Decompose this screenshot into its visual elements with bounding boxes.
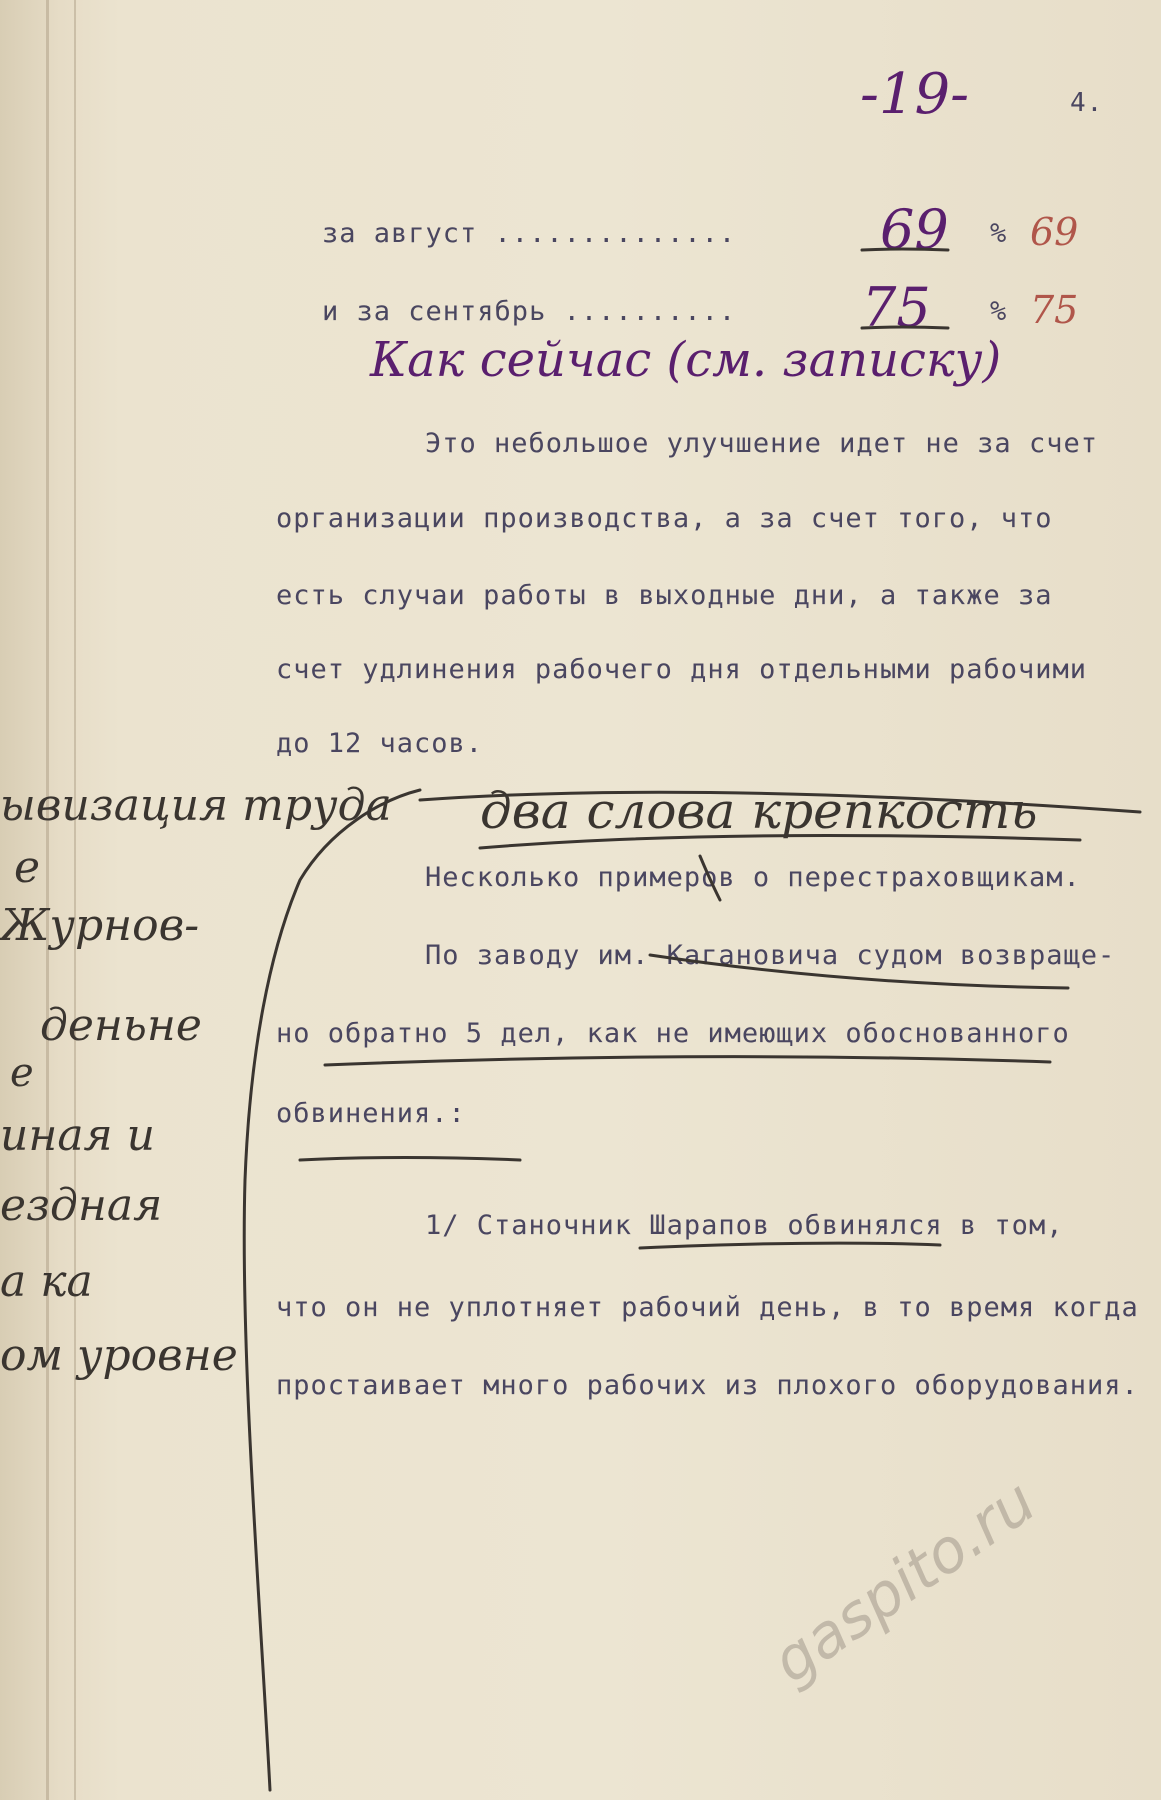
purple-handwritten-note: Как сейчас (см. записку): [370, 332, 1002, 388]
stat-label-august: за август ..............: [322, 218, 737, 249]
stat-unit-august: %: [990, 218, 1008, 249]
handwritten-page-number: -19-: [860, 62, 970, 127]
body-line: По заводу им. Кагановича судом возвраще-: [425, 940, 1116, 971]
stat-value-september: 75: [862, 276, 931, 339]
body-line: до 12 часов.: [276, 728, 484, 759]
stat-unit-september: %: [990, 296, 1008, 327]
pencil-inline-note: ывизация труда: [0, 780, 392, 831]
watermark: gaspito.ru: [760, 1466, 1049, 1698]
body-line: Это небольшое улучшение идет не за счет: [425, 428, 1098, 459]
margin-note: а ка: [0, 1256, 93, 1307]
body-line: обвинения.:: [276, 1098, 466, 1129]
stat-note-september: 75: [1030, 288, 1079, 332]
body-line: что он не уплотняет рабочий день, в то время когда: [276, 1292, 1139, 1323]
body-line: счет удлинения рабочего дня отдельными рабочими: [276, 654, 1088, 685]
body-line: простаивает много рабочих из плохого оборудования.: [276, 1370, 1139, 1401]
body-line: Несколько примеров о перестраховщикам.: [425, 862, 1081, 893]
margin-note: деньне: [40, 1000, 202, 1051]
stat-label-september: и за сентябрь ..........: [322, 296, 737, 327]
body-line: организации производства, а за счет того, что: [276, 503, 1053, 534]
stat-note-august: 69: [1030, 210, 1079, 254]
margin-note: иная и: [0, 1110, 156, 1161]
margin-note: е: [14, 842, 41, 893]
margin-note: Журнов-: [0, 900, 200, 951]
stat-value-august: 69: [880, 198, 949, 261]
body-line: есть случаи работы в выходные дни, а также за: [276, 580, 1053, 611]
margin-note: ездная: [0, 1180, 163, 1231]
body-line: 1/ Станочник Шарапов обвинялся в том,: [425, 1210, 1064, 1241]
margin-note: ом уровне: [0, 1330, 238, 1381]
margin-note: е: [10, 1050, 34, 1096]
body-line: но обратно 5 дел, как не имеющих обоснованного: [276, 1018, 1070, 1049]
typed-page-number: 4.: [1070, 88, 1104, 118]
pencil-heading-note: два слова крепкость: [480, 782, 1038, 840]
